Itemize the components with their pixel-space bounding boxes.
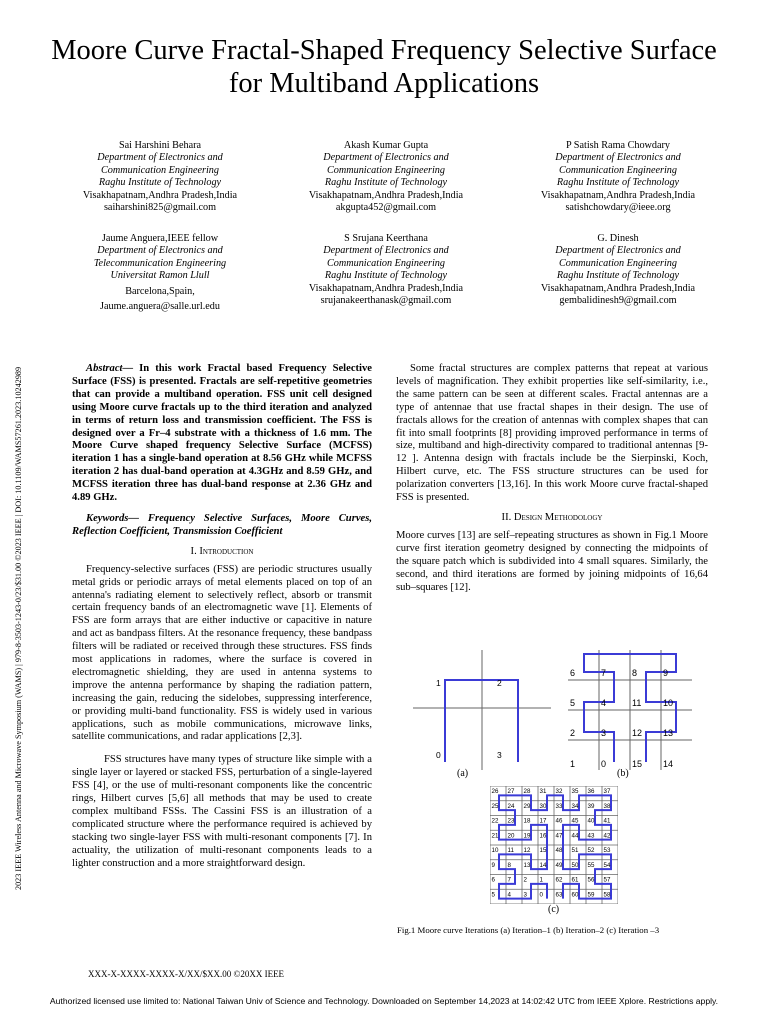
node-label: 52 [587, 847, 595, 854]
author-dept: Department of Electronics and [97, 152, 223, 164]
node-label: 13 [523, 861, 531, 869]
node-label: 34 [571, 802, 579, 810]
author-block-4 [60, 233, 260, 313]
node-label: 61 [571, 876, 579, 884]
node-label: 0 [601, 759, 607, 769]
section-heading-introduction: I. Introduction [190, 545, 254, 557]
node-label: 20 [507, 832, 515, 840]
author-dept: Communication Engineering [101, 164, 219, 176]
author-dept: Communication Engineering [559, 164, 677, 176]
subfigure-label-a: (a) [457, 768, 469, 779]
node-label: 28 [523, 788, 531, 795]
node-label: 2 [570, 728, 576, 738]
node-label: 2 [523, 876, 527, 884]
node-label: 14 [663, 759, 674, 769]
author-block-2 [286, 140, 486, 214]
author-institution: Raghu Institute of Technology [556, 177, 680, 189]
node-label: 27 [507, 788, 515, 795]
author-name: Jaume Anguera,IEEE fellow [101, 233, 219, 244]
author-block-1 [60, 140, 260, 214]
node-label: 51 [571, 847, 579, 854]
node-label: 12 [632, 728, 643, 738]
node-label: 49 [555, 861, 563, 869]
author-name: S Srujana Keerthana [344, 233, 428, 244]
node-label: 8 [507, 861, 511, 869]
node-label: 39 [587, 802, 595, 810]
side-citation: 2023 IEEE Wireless Antenna and Microwave Symposium (WAMS) | 979-8-3503-1243-0/23/$31.00 ©2023 IEEE | DOI: 10.1109/WAMS57261.2023.10242989 [14, 366, 23, 890]
author-email: akgupta452@gmail.com [335, 202, 437, 214]
node-label: 15 [539, 847, 547, 854]
node-label: 37 [603, 788, 611, 795]
subfigure-label-b: (b) [617, 768, 629, 779]
node-label: 60 [571, 891, 579, 899]
node-label: 40 [587, 817, 595, 825]
author-location: Visakhapatnam,Andhra Pradesh,India [540, 282, 696, 294]
author-dept: Telecommunication Engineering [93, 257, 227, 269]
node-label: 23 [507, 817, 515, 825]
author-dept: Department of Electronics and [97, 245, 223, 257]
node-label: 62 [555, 876, 563, 884]
node-label: 43 [587, 832, 595, 840]
node-label: 26 [491, 788, 499, 795]
author-location: Visakhapatnam,Andhra Pradesh,India [308, 189, 464, 201]
node-label: 16 [539, 832, 547, 840]
author-block-5 [286, 233, 486, 307]
node-label: 31 [539, 788, 547, 795]
node-label: 24 [507, 802, 515, 810]
node-label: 57 [603, 876, 611, 884]
author-dept: Department of Electronics and [323, 245, 449, 257]
author-dept: Department of Electronics and [323, 152, 449, 164]
node-label: 6 [491, 876, 495, 884]
node-label: 50 [571, 861, 579, 869]
node-label: 53 [603, 847, 611, 854]
node-label: 42 [603, 832, 611, 840]
node-label: 58 [603, 891, 611, 899]
abstract [72, 363, 372, 505]
author-name: Akash Kumar Gupta [343, 140, 429, 151]
node-label: 21 [491, 832, 499, 840]
node-label: 32 [555, 788, 563, 795]
node-label: 8 [632, 668, 638, 678]
node-label: 1 [570, 759, 576, 769]
node-label: 4 [507, 891, 511, 899]
node-label: 9 [663, 668, 669, 678]
node-label: 1 [539, 876, 543, 884]
node-label: 54 [603, 861, 611, 869]
authorized-use-notice: Authorized licensed use limited to: National Taiwan Univ of Science and Technology. Downloaded on September 14,2023 at 14:02:42 UTC from IEEE Xplore. Restrictions apply. [49, 996, 719, 1006]
author-email: satishchowdary@ieee.org [565, 202, 671, 214]
node-label: 56 [587, 876, 595, 884]
author-institution: Raghu Institute of Technology [556, 270, 680, 282]
node-label: 4 [601, 698, 607, 708]
node-label: 12 [523, 847, 531, 854]
node-label: 33 [555, 802, 563, 810]
author-location: Barcelona,Spain, [125, 285, 195, 297]
node-label: 15 [632, 759, 643, 769]
section-heading-design: II. Design Methodology [501, 511, 603, 523]
node-label: 3 [497, 750, 502, 760]
paper-title: Moore Curve Fractal-Shaped Frequency Selective Surface for Multiband Applications [51, 35, 717, 99]
author-name: Sai Harshini Behara [118, 140, 202, 151]
node-label: 0 [436, 750, 441, 760]
figure-1b-iteration-2 [568, 650, 692, 770]
node-label: 41 [603, 817, 611, 825]
author-email: Jaume.anguera@salle.url.edu [100, 301, 220, 313]
author-email: srujanakeerthanask@gmail.com [320, 295, 452, 307]
intro-paragraph-2: FSS structures have many types of structure like simple with a single layer or layered or stacked FSS, perturbation of a single-layered FSS [4], or the use of multi-resonant components like the concentric rings, Hilbert curves [5,6] all methods that may be used to create complex multiband FSSs. The Cassini FSS is an illustration of a complicated structure where the performance required is achieved by stacking two single-layer FSS with multi-resonant components [7]. In actuality, the utilization of multi-resonant components leads to a lighter construction and a more straightforward design. [72, 754, 372, 869]
fractal-paragraph: Some fractal structures are complex patterns that repeat at various levels of magnification. They exhibit properties like self-similarity, i.e., the same pattern can be seen at different scales. Fractal antennas are a type of antennae that use fractal shapes in their design. The use of fractals allows for the creation of antennas with complex shapes that can fit into small footprints [8] providing improved performance in terms of size, multiband and high-directivity compared to traditional antennas [9-12 ]. Antenna design with fractals include be the Sierpinski, Koch, Hilbert curve, etc. The FSS structure structures can be used for polarization converters [13,16]. In this work Moore curve fractal-shaped FSS is presented. [396, 363, 708, 504]
abstract-text: In this work Fractal based Frequency Selective Surface (FSS) is presented. Fractals are self-repetitive geometries that can provide a multiband operation. FSS unit cell designed using Moore curve fractals up to the third iteration and analyzed in terms of return loss and transmission coefficient. The FSS is designed over a Fr–4 substrate with a thickness of 1.6 mm. The Moore Curve shaped frequency Selective Surface (MCFSS) iteration 1 has a single-band operation at 8.56 GHz while MCFSS iteration 2 has dual-band operation at 4.3GHz and 8.59 GHz, and MCFSS iteration three has dual-band response at 2.36 GHz and 4.89 GHz. [72, 363, 372, 504]
subfigure-label-c: (c) [548, 904, 560, 915]
author-email: saiharshini825@gmail.com [103, 202, 217, 214]
node-label: 44 [571, 832, 579, 840]
node-label: 45 [571, 817, 579, 825]
node-label: 11 [507, 847, 514, 854]
node-label: 29 [523, 802, 531, 810]
keywords [72, 513, 372, 539]
abstract-label: Abstract— [86, 363, 134, 374]
node-label: 2 [497, 678, 502, 688]
author-name: G. Dinesh [597, 233, 639, 244]
author-institution: Raghu Institute of Technology [324, 270, 448, 282]
node-label: 63 [555, 891, 563, 899]
node-label: 30 [539, 802, 547, 810]
node-label: 5 [491, 891, 495, 899]
author-location: Visakhapatnam,Andhra Pradesh,India [82, 189, 238, 201]
author-location: Visakhapatnam,Andhra Pradesh,India [540, 189, 696, 201]
author-dept: Department of Electronics and [555, 152, 681, 164]
figure-caption: Fig.1 Moore curve Iterations (a) Iteration–1 (b) Iteration–2 (c) Iteration –3 [397, 925, 660, 935]
node-label: 46 [555, 817, 563, 825]
author-email: gembalidinesh9@gmail.com [559, 295, 677, 307]
design-paragraph: Moore curves [13] are self–repeating structures as shown in Fig.1 Moore curve first iteration geometry designed by connecting the midpoints of the square patch which is subdivided into 4 small squares. Similarly, the second, and third iterations are formed by joining midpoints of 16,64 sub–squares [12]. [396, 529, 708, 593]
node-label: 18 [523, 817, 531, 825]
node-label: 3 [601, 728, 607, 738]
left-column [72, 363, 372, 871]
node-label: 3 [523, 891, 527, 899]
author-dept: Communication Engineering [327, 257, 445, 269]
node-label: 13 [663, 728, 674, 738]
node-label: 11 [632, 698, 642, 708]
author-institution: Universitat Ramon Llull [110, 270, 210, 282]
node-label: 9 [491, 861, 495, 869]
intro-paragraph-1: Frequency-selective surfaces (FSS) are periodic structures usually metal grids or periodic arrays of metal elements placed on top of an antenna's radiating element to selectively reflect, absorb or transmit certain frequency bands of an electromagnetic wave [1]. Elements of FSS are form arrays that are either inductive or capacitive in nature and act as bandpass filters. At the resonance frequency, these bandpass filters will be radiated or received through these structures. FSS finds most applications in radomes, where the surface is covered in electromagnetic shielding, they are used in antenna systems to improve the antenna performance by shaping the radiation pattern, increasing the gain, reducing the sidelobes, suppressing interference, or providing multi-band functionality. FSS is widely used in various applications, such as mobile communications, microwave links, satellite communications, and radar applications [2,3]. [72, 563, 372, 743]
figure-1c-iteration-3 [490, 786, 618, 904]
keywords-text: Frequency Selective Surfaces, Moore Curves, Reflection Coefficient, Transmission Coefficient [72, 512, 372, 537]
node-label: 1 [436, 678, 441, 688]
node-label: 35 [571, 788, 579, 795]
figure-1a-iteration-1 [413, 650, 551, 770]
node-label: 5 [570, 698, 576, 708]
node-label: 19 [523, 832, 531, 840]
node-label: 7 [601, 668, 607, 678]
node-label: 25 [491, 802, 499, 810]
node-label: 22 [491, 817, 499, 825]
node-label: 36 [587, 788, 595, 795]
author-location: Visakhapatnam,Andhra Pradesh,India [308, 282, 464, 294]
author-institution: Raghu Institute of Technology [324, 177, 448, 189]
node-label: 14 [539, 861, 547, 869]
keywords-label: Keywords— [86, 512, 139, 524]
author-block-3 [518, 140, 718, 214]
author-block-6 [518, 233, 718, 307]
node-label: 17 [539, 817, 547, 825]
node-label: 55 [587, 861, 595, 869]
copyright-footer: XXX-X-XXXX-XXXX-X/XX/$XX.00 ©20XX IEEE [88, 969, 285, 979]
node-label: 59 [587, 891, 595, 899]
node-label: 0 [539, 891, 543, 899]
right-column [396, 363, 708, 594]
author-dept: Communication Engineering [559, 257, 677, 269]
author-name: P Satish Rama Chowdary [565, 140, 671, 151]
author-dept: Department of Electronics and [555, 245, 681, 257]
node-label: 10 [663, 698, 674, 708]
author-institution: Raghu Institute of Technology [98, 177, 222, 189]
node-label: 10 [491, 847, 499, 854]
node-label: 47 [555, 832, 563, 840]
node-label: 6 [570, 668, 576, 678]
node-label: 38 [603, 802, 611, 810]
node-label: 7 [507, 876, 511, 884]
author-dept: Communication Engineering [327, 164, 445, 176]
node-label: 48 [555, 847, 563, 854]
